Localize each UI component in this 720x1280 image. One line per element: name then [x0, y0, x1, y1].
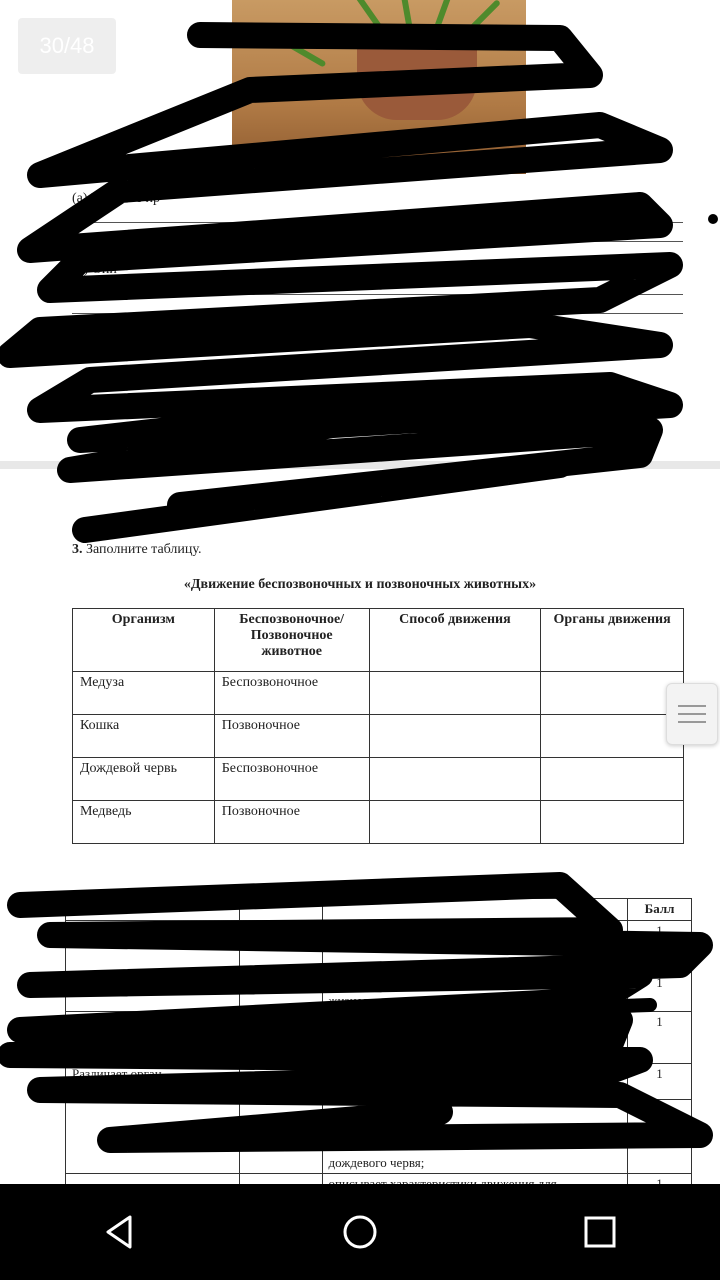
- rubric-criterion: дождевого червя;: [322, 1100, 627, 1174]
- back-button[interactable]: [80, 1192, 160, 1272]
- cell-method[interactable]: [369, 801, 541, 844]
- plant-photo: [232, 0, 526, 174]
- table-title: «Движение беспозвоночных и позвоночных животных»: [183, 577, 537, 592]
- cell-organism: Медведь: [73, 801, 215, 844]
- cell-organs[interactable]: [541, 758, 684, 801]
- answer-line: [72, 294, 683, 295]
- answer-line: [72, 222, 683, 223]
- plant-pot: [357, 40, 477, 120]
- rubric-criterion: Различает орган: [66, 1064, 240, 1100]
- table-row: [73, 715, 684, 758]
- movement-table: [72, 608, 684, 844]
- answer-line: [72, 313, 683, 314]
- cell-type: Позвоночное: [214, 715, 369, 758]
- table-row: [73, 672, 684, 715]
- score-cell: 1: [628, 1064, 692, 1100]
- header-method: Способ движения: [369, 609, 541, 672]
- plant-leaf: [458, 0, 501, 42]
- cell-method[interactable]: [369, 758, 541, 801]
- question-a: (а) Укажите пр: [72, 191, 161, 206]
- plant-leaf: [276, 35, 327, 68]
- rubric-table: [65, 898, 692, 1196]
- home-icon: [340, 1212, 380, 1252]
- cell-organism: Дождевой червь: [73, 758, 215, 801]
- rubric-criterion: жизнедеятель: [322, 973, 627, 1012]
- back-icon: [100, 1212, 140, 1252]
- plant-leaf: [351, 0, 387, 37]
- cell-organism: Медуза: [73, 672, 215, 715]
- cell-organs[interactable]: [541, 672, 684, 715]
- header-type: Беспозвоночное/Позвоночное животное: [214, 609, 369, 672]
- header-organs: Органы движения: [541, 609, 684, 672]
- handle-line: [678, 721, 706, 723]
- task-number: 3.: [72, 542, 83, 557]
- cell-type: Беспозвоночное: [214, 758, 369, 801]
- cell-method[interactable]: [369, 715, 541, 758]
- page-separator: [0, 461, 720, 469]
- score-cell: 1: [628, 1012, 692, 1064]
- page-number: 29: [386, 401, 399, 416]
- cell-type: Беспозвоночное: [214, 672, 369, 715]
- table-row: [73, 758, 684, 801]
- page-counter: 30/48: [18, 18, 116, 74]
- score-cell: 1: [628, 973, 692, 1012]
- score-cell: 1: [628, 1100, 692, 1174]
- cell-organs[interactable]: [541, 801, 684, 844]
- handle-line: [678, 705, 706, 707]
- recents-button[interactable]: [560, 1192, 640, 1272]
- stray-dot: [708, 214, 718, 224]
- cell-type: Позвоночное: [214, 801, 369, 844]
- table-header-row: [73, 609, 684, 672]
- plant-leaf: [397, 0, 412, 31]
- scroll-handle[interactable]: [666, 683, 718, 745]
- task-title: [72, 542, 202, 558]
- task-text: Заполните таблицу.: [82, 542, 202, 557]
- android-nav-bar: [0, 1184, 720, 1280]
- recents-icon: [580, 1212, 620, 1252]
- cell-organism: Кошка: [73, 715, 215, 758]
- question-b: (b) Опи: [72, 262, 117, 277]
- cell-method[interactable]: [369, 672, 541, 715]
- score-cell: 1: [628, 921, 692, 973]
- handle-line: [678, 713, 706, 715]
- cell-organs[interactable]: [541, 715, 684, 758]
- score-header: Балл: [628, 899, 692, 921]
- home-button[interactable]: [320, 1192, 400, 1272]
- table-row: [73, 801, 684, 844]
- answer-line: [72, 241, 683, 242]
- header-organism: Организм: [73, 609, 215, 672]
- plant-leaf: [432, 0, 456, 34]
